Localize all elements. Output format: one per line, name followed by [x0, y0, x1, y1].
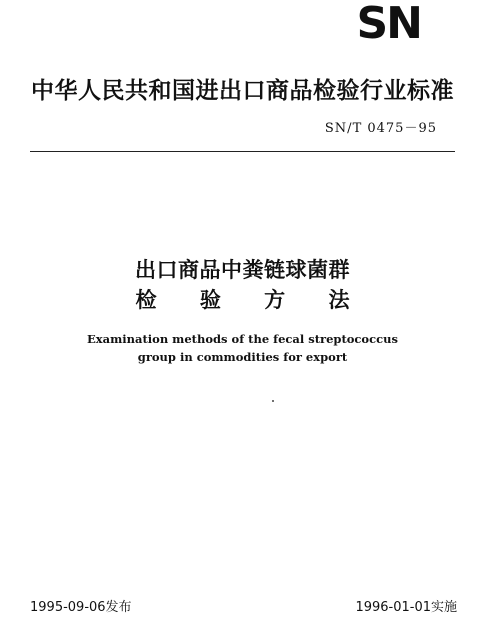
header-divider: [30, 151, 455, 152]
document-title-en: [0, 330, 485, 366]
document-title-en-line1: Examination methods of the fecal streptococcus: [87, 332, 398, 346]
speck-mark: [272, 400, 274, 402]
sn-logo: SN: [356, 0, 421, 49]
standard-category-title: 中华人民共和国进出口商品检验行业标准: [31, 78, 454, 104]
issue-date: 1995-09-06发布: [30, 600, 132, 615]
document-subtitle-zh: 检 验 方 法: [135, 288, 368, 312]
document-title-zh: 出口商品中粪链球菌群: [135, 258, 350, 282]
standard-code: SN/T 0475－95: [324, 121, 437, 136]
implementation-date: 1996-01-01实施: [355, 600, 457, 615]
document-title-en-line2: group in commodities for export: [137, 350, 348, 364]
